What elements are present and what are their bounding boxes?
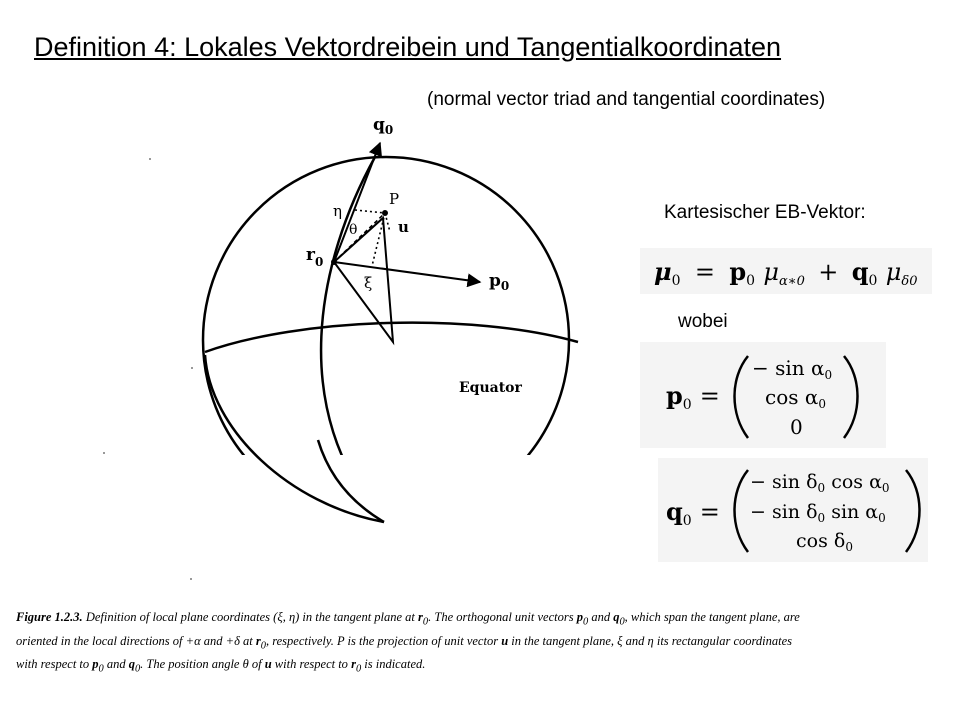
svg-text:0: 0 bbox=[790, 415, 803, 439]
label-equator: Equator bbox=[459, 380, 522, 396]
label-P: P bbox=[389, 190, 400, 208]
point-P bbox=[382, 210, 388, 216]
scan-speck bbox=[190, 578, 192, 580]
wobei-label: wobei bbox=[678, 311, 728, 332]
caption-figure-label: Figure 1.2.3. bbox=[16, 610, 83, 624]
sphere-diagram bbox=[0, 100, 640, 580]
svg-text:q0=: $q_0$ = bbox=[666, 497, 720, 529]
scan-speck bbox=[191, 367, 193, 369]
point-r0 bbox=[331, 259, 337, 265]
figure-caption: Figure 1.2.3. Definition of local plane coordinates (ξ, η) in the tangent plane at $r_0$. The orthogonal unit vectors $p_0$ and $q_0$, which span the tangent plane, are oriented in the local directions of +α and +δ at $r_0$, respectively. P is the projection of unit vector u in the tangent plane, ξ and η its rectangular coordinates with respect to $p_0$ and $q_0$. The position angle θ of u with respect to $r_0$ is indicated. bbox=[16, 610, 800, 675]
label-theta: θ bbox=[349, 222, 358, 238]
svg-text:p0=: $p_0$ = bbox=[666, 381, 720, 413]
cartesian-label: Kartesischer EB-Vektor: bbox=[664, 202, 866, 223]
label-p0: $p_0$ bbox=[489, 271, 510, 293]
label-r0: $r_0$ bbox=[306, 245, 324, 269]
label-u: u bbox=[398, 218, 409, 236]
equation-p0 bbox=[640, 342, 886, 448]
slide-subtitle: (normal vector triad and tangential coordinates) bbox=[427, 89, 826, 110]
scan-speck bbox=[103, 452, 105, 454]
svg-text:− sin δ0 sin α0: − $\sin \delta_0$ $\sin \alpha_0$ bbox=[750, 501, 886, 525]
svg-text:cos δ0: $\cos \delta_0$ bbox=[796, 530, 853, 554]
eta-dotted bbox=[355, 210, 385, 213]
svg-text:− sin δ0 cos α0: − $\sin \delta_0$ $\cos \alpha_0$ bbox=[750, 471, 890, 495]
r0-to-P-dashed bbox=[334, 213, 385, 262]
label-xi: ξ bbox=[364, 274, 373, 292]
svg-text:μ0 = p0 μα∗0: $\mu_0$ = $p_0$ $\mu_{\alpha∗0}$ + $q_0$ $\mu_{\delta 0}$ bbox=[654, 257, 918, 289]
equation-q0 bbox=[658, 458, 928, 562]
meridian-lower-arc bbox=[318, 440, 384, 522]
label-q0: $q_0$ bbox=[373, 115, 394, 137]
label-eta: η bbox=[333, 202, 342, 220]
p0-vector bbox=[334, 262, 480, 282]
svg-text:− sin α0: − $\sin \alpha_0$ bbox=[752, 356, 833, 382]
svg-text:cos α0: $\cos \alpha_0$ bbox=[765, 385, 827, 411]
scan-speck bbox=[149, 158, 151, 160]
slide-title: Definition 4: Lokales Vektordreibein und Tangentialkoordinaten bbox=[34, 32, 782, 62]
equation-mu0 bbox=[640, 248, 932, 294]
